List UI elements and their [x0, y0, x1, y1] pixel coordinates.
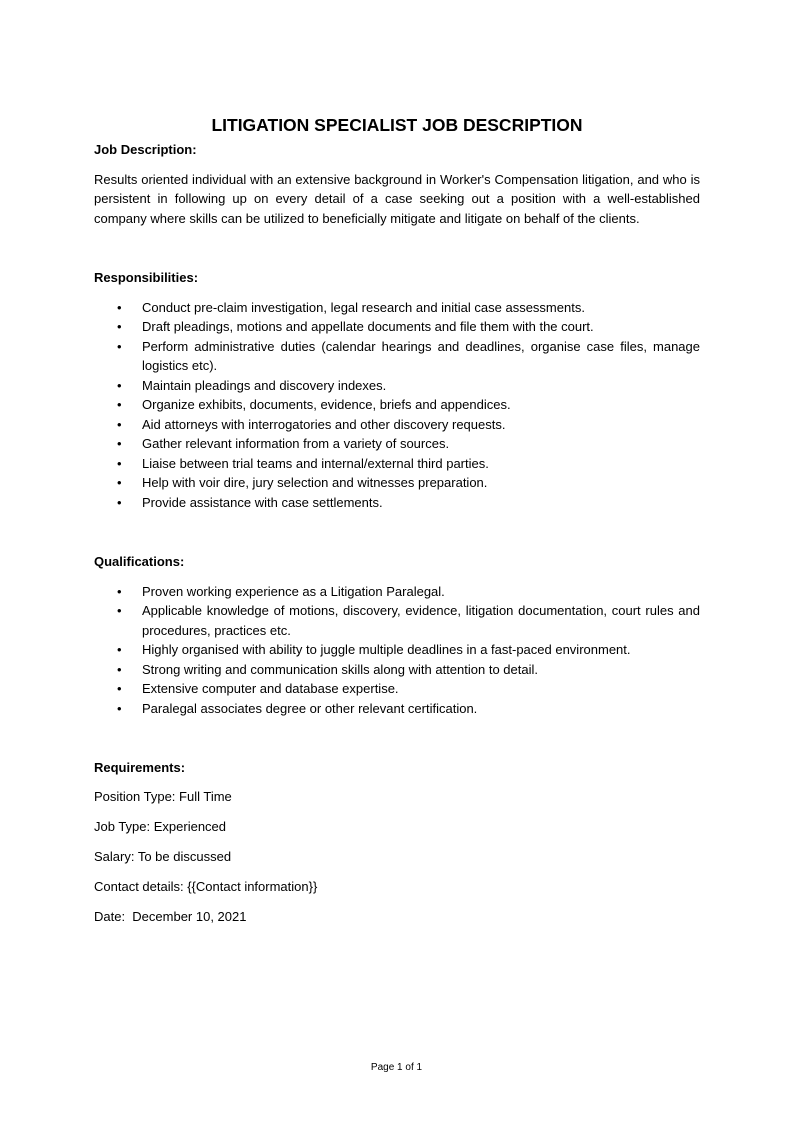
requirements-heading: Requirements:: [94, 760, 186, 775]
bullet-icon: •: [117, 661, 122, 677]
list-item: [94, 493, 700, 513]
list-item: [94, 473, 700, 493]
list-item: [94, 454, 700, 474]
requirements-list: [94, 787, 700, 927]
bullet-icon: •: [117, 377, 122, 393]
bullet-icon: •: [117, 603, 122, 618]
list-item: [94, 317, 700, 337]
page-number-footer: Page 1 of 1: [370, 1062, 423, 1073]
list-item-text: Draft pleadings, motions and appellate documents and file them with the court.: [142, 319, 594, 334]
responsibilities-section: [94, 268, 700, 512]
list-item-text: Strong writing and communication skills along with attention to detail.: [142, 661, 538, 677]
list-item: [94, 337, 700, 376]
list-item-text: Applicable knowledge of motions, discovery, evidence, litigation documentation, court rules and procedures, practices etc.: [142, 603, 700, 638]
document-body: [94, 114, 700, 937]
list-item: [94, 699, 700, 719]
list-item-text: Help with voir dire, jury selection and witnesses preparation.: [142, 475, 488, 490]
list-item: [94, 376, 700, 396]
responsibilities-heading: Responsibilities:: [94, 270, 199, 285]
qualifications-section: [94, 552, 700, 718]
document-title: LITIGATION SPECIALIST JOB DESCRIPTION: [211, 115, 583, 135]
requirement-date: Date: December 10, 2021: [94, 908, 247, 924]
job-description-text: Results oriented individual with an extensive background in Worker's Compensation litigation, and who is persistent in following up on every detail of a case seeking out a position with a well-established company where skills can be utilized to beneficially mitigate and litigate on behalf of the clients.: [94, 171, 700, 226]
list-item-text: Conduct pre-claim investigation, legal research and initial case assessments.: [142, 299, 585, 315]
bullet-icon: •: [117, 455, 122, 471]
bullet-icon: •: [117, 436, 122, 451]
list-item-text: Perform administrative duties (calendar hearings and deadlines, organise case files, manage logistics etc).: [142, 338, 700, 373]
bullet-icon: •: [117, 338, 122, 354]
requirement-contact-details: Contact details: {{Contact information}}: [94, 878, 318, 894]
list-item-text: Paralegal associates degree or other relevant certification.: [142, 700, 478, 716]
list-item-text: Extensive computer and database expertise.: [142, 681, 399, 696]
list-item-text: Proven working experience as a Litigation Paralegal.: [142, 583, 445, 599]
requirement-salary: Salary: To be discussed: [94, 848, 232, 864]
bullet-icon: •: [117, 494, 122, 510]
list-item: [94, 679, 700, 699]
list-item: [94, 601, 700, 640]
list-item: [94, 298, 700, 318]
list-item-text: Maintain pleadings and discovery indexes.: [142, 377, 387, 393]
bullet-icon: •: [117, 299, 122, 315]
bullet-icon: •: [117, 416, 122, 432]
list-item: [94, 582, 700, 602]
list-item: [94, 415, 700, 435]
list-item-text: Organize exhibits, documents, evidence, briefs and appendices.: [142, 397, 511, 412]
list-item-text: Highly organised with ability to juggle multiple deadlines in a fast-paced environment.: [142, 642, 631, 657]
bullet-icon: •: [117, 397, 122, 412]
list-item-text: Gather relevant information from a variety of sources.: [142, 436, 450, 451]
list-item-text: Liaise between trial teams and internal/external third parties.: [142, 455, 489, 471]
bullet-icon: •: [117, 700, 122, 716]
bullet-icon: •: [117, 681, 122, 696]
list-item: [94, 660, 700, 680]
requirement-job-type: Job Type: Experienced: [94, 818, 227, 834]
qualifications-heading: Qualifications:: [94, 554, 185, 569]
list-item: [94, 434, 700, 454]
responsibilities-list: [94, 298, 700, 513]
list-item: [94, 395, 700, 415]
bullet-icon: •: [117, 475, 122, 490]
bullet-icon: •: [117, 583, 122, 599]
qualifications-list: [94, 582, 700, 719]
job-description-section: [94, 140, 700, 228]
list-item-text: Aid attorneys with interrogatories and other discovery requests.: [142, 416, 506, 432]
job-description-heading: Job Description:: [94, 142, 197, 157]
bullet-icon: •: [117, 319, 122, 334]
bullet-icon: •: [117, 642, 122, 657]
requirements-section: [94, 758, 700, 926]
list-item: [94, 640, 700, 660]
list-item-text: Provide assistance with case settlements.: [142, 494, 383, 510]
requirement-position-type: Position Type: Full Time: [94, 788, 232, 804]
